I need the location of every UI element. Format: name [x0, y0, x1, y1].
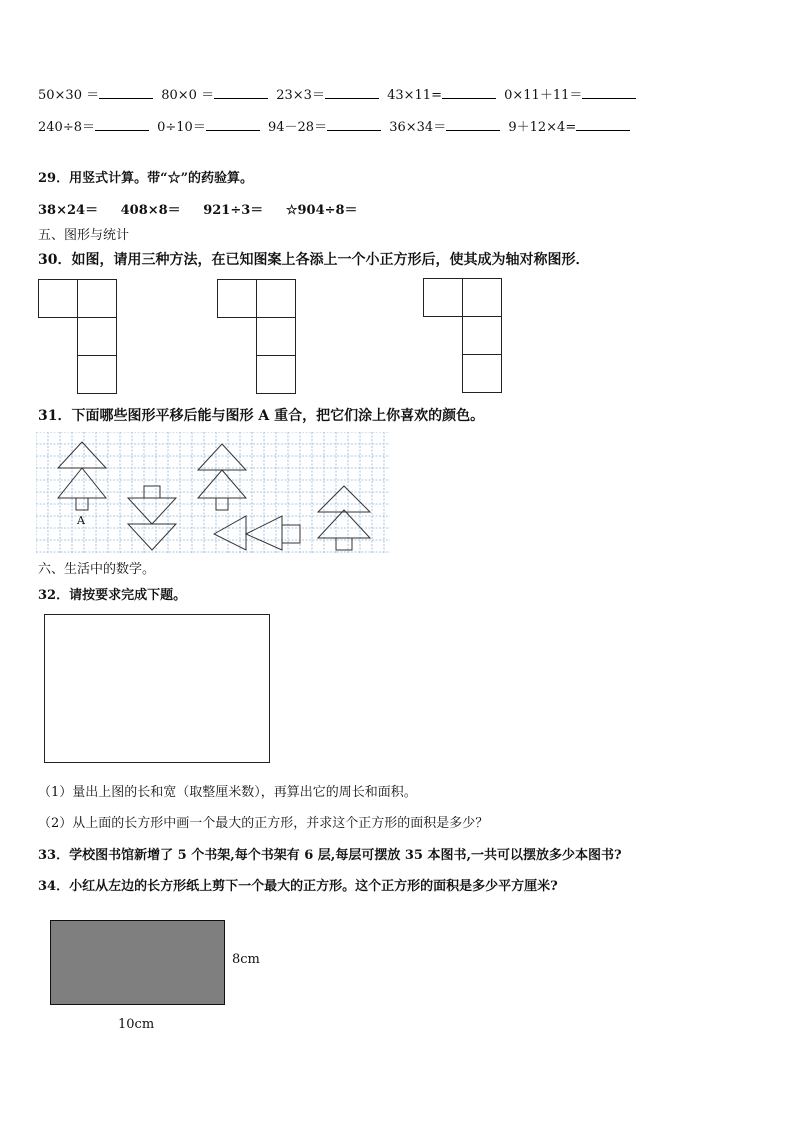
grid-square [77, 317, 117, 356]
calc-row-1 [38, 84, 640, 103]
question-31: 31．下面哪些图形平移后能与图形 A 重合，把它们涂上你喜欢的颜色。 [38, 408, 485, 424]
answer-blank[interactable] [206, 118, 260, 131]
q29-item: ☆904÷8＝ [285, 203, 358, 218]
grid-square [256, 317, 296, 356]
grid-square [423, 278, 463, 317]
answer-blank[interactable] [95, 118, 149, 131]
tree-inverted-shape [128, 486, 176, 550]
question-32: 32．请按要求完成下题。 [38, 588, 187, 603]
section-title-5: 五、图形与统计 [38, 228, 130, 243]
q29-item: 408×8＝ [120, 203, 181, 218]
grid-square [217, 279, 257, 318]
calc-expr: 23×3＝ [276, 88, 325, 103]
answer-blank[interactable] [325, 86, 379, 99]
answer-blank[interactable] [446, 118, 500, 131]
q29-item: 921÷3＝ [203, 203, 264, 218]
q29-item: 38×24＝ [38, 203, 99, 218]
answer-blank[interactable] [214, 86, 268, 99]
calc-expr: 36×34＝ [389, 120, 447, 135]
calc-expr: 0×11＋11＝ [504, 88, 583, 103]
q34-gray-rectangle [50, 920, 225, 1005]
calc-expr: 80×0 ＝ [161, 88, 215, 103]
question-34: 34．小红从左边的长方形纸上剪下一个最大的正方形。这个正方形的面积是多少平方厘米? [38, 879, 558, 894]
q32-rectangle [44, 614, 270, 763]
tree-a-shape [58, 442, 106, 510]
grid-square [38, 279, 78, 318]
calc-expr: 9＋12×4= [508, 120, 577, 135]
grid-square [77, 279, 117, 318]
answer-blank[interactable] [442, 86, 496, 99]
calc-expr: 43×11= [387, 88, 442, 103]
answer-blank[interactable] [576, 118, 630, 131]
answer-blank[interactable] [99, 86, 153, 99]
tree-sideways-shape [214, 516, 300, 550]
grid-square [462, 354, 502, 393]
calc-expr: 50×30 ＝ [38, 88, 100, 103]
tree-shape [198, 444, 246, 510]
grid-square [256, 355, 296, 394]
section-title-6: 六、生活中的数学。 [38, 562, 156, 577]
question-32-part-2: （2）从上面的长方形中画一个最大的正方形，并求这个正方形的面积是多少？ [38, 816, 489, 831]
answer-blank[interactable] [582, 86, 636, 99]
question-30: 30．如图，请用三种方法，在已知图案上各添上一个小正方形后，使其成为轴对称图形． [38, 252, 590, 268]
question-32-part-1: （1）量出上图的长和宽（取整厘米数），再算出它的周长和面积。 [38, 785, 417, 800]
grid-square [256, 279, 296, 318]
answer-blank[interactable] [327, 118, 381, 131]
calc-row-2 [38, 116, 634, 135]
calc-expr: 94－28＝ [267, 120, 328, 135]
calc-expr: 240÷8＝ [38, 120, 95, 135]
calc-expr: 0÷10＝ [157, 120, 206, 135]
grid-square [462, 316, 502, 355]
grid-square [77, 355, 117, 394]
q31-grid-figure [36, 432, 390, 554]
label-a: A [77, 514, 85, 527]
question-29-items [38, 199, 358, 218]
q34-width-label: 10cm [118, 1017, 155, 1032]
q34-height-label: 8cm [232, 952, 260, 967]
question-33: 33．学校图书馆新增了 5 个书架,每个书架有 6 层,每层可摆放 35 本图书,一共可以摆放多少本图书? [38, 848, 622, 863]
grid-square [462, 278, 502, 317]
question-29: 29．用竖式计算。带“☆”的药验算。 [38, 171, 254, 186]
tree-shape [318, 486, 370, 550]
